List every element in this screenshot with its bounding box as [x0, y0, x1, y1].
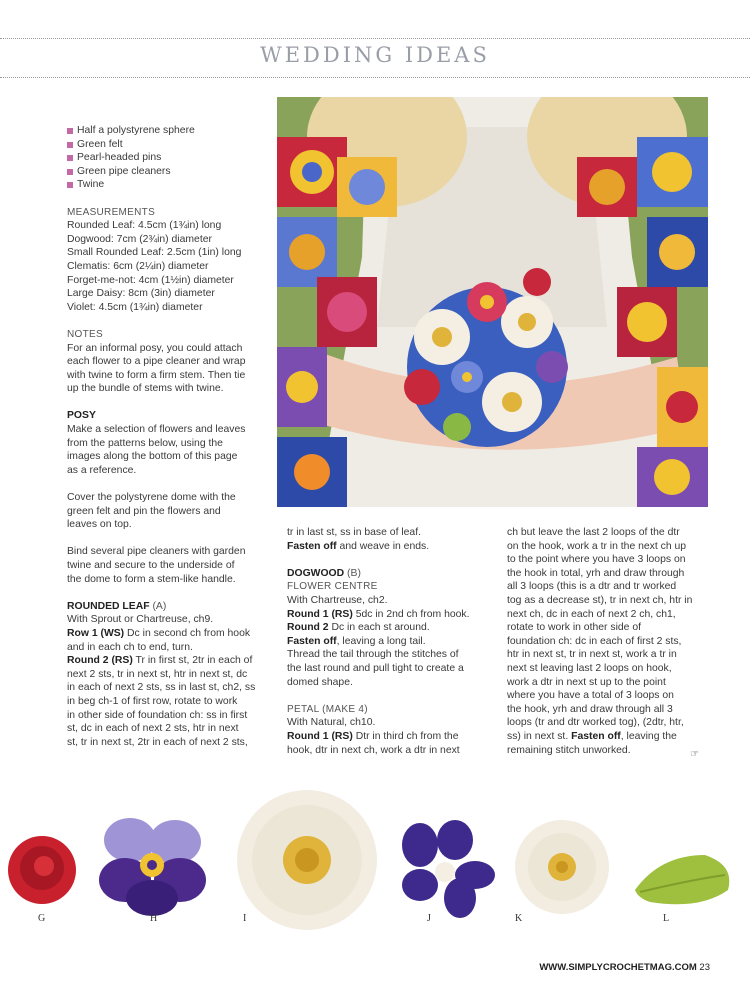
notes-line: For an informal posy, you could attach	[67, 342, 243, 354]
instruction-line: in other side of foundation ch: ss in first	[67, 709, 248, 721]
pansy-flower-h	[99, 818, 206, 916]
flower-label-g: G	[38, 913, 46, 924]
instruction-line: Thread the tail through the stitches of	[287, 649, 459, 661]
instruction-line: on the hook, work a tr in the next ch up	[507, 540, 687, 552]
measurement-line: Small Rounded Leaf: 2.5cm (1in) long	[67, 247, 242, 259]
posy-line: Bind several pipe cleaners with garden	[67, 546, 246, 558]
notes-line: up the bundle of stems with twine.	[67, 383, 224, 395]
header-top-rule	[0, 38, 750, 39]
instruction-line: tr in last st, ss in base of leaf.	[287, 527, 421, 538]
measurement-line: Violet: 4.5cm (1¾in) diameter	[67, 301, 203, 313]
rose-flower-g	[8, 836, 76, 904]
dogwood-tag: (B)	[347, 567, 361, 579]
instruction-line: st, dc in each of next 2 sts, htr in next	[67, 723, 239, 735]
instruction-line: to the point where you have 3 loops on	[507, 554, 686, 566]
flower-label-j: J	[427, 913, 431, 924]
photo-illustration	[277, 97, 708, 507]
posy-line: twine and secure to the underside of	[67, 560, 235, 571]
posy-heading: POSY	[67, 410, 96, 422]
daisy-flower-i	[237, 790, 377, 930]
page-number: 23	[699, 962, 710, 973]
flower-label-h: H	[150, 913, 158, 924]
fasten-off-label: Fasten off	[287, 540, 337, 552]
instruction-line: all 3 loops (this is a dtr and tr worked	[507, 581, 677, 593]
small-daisy-flower-k	[515, 820, 609, 914]
posy-line: from the patterns below, using the	[67, 437, 223, 449]
measurement-line: Rounded Leaf: 4.5cm (1¾in) long	[67, 220, 222, 232]
instruction-line: 5dc in 2nd ch from hook.	[352, 608, 470, 620]
rounded-leaf-heading: ROUNDED LEAF	[67, 600, 150, 612]
instruction-line: next ch, dc in each of next 2 ch, ch1,	[507, 608, 676, 620]
instruction-line: the hook in total, yrh and draw through	[507, 567, 685, 579]
instruction-line: next st leaving last 2 loops on hook,	[507, 662, 672, 674]
instruction-line: next 2 sts, tr in next st, htr in next st, dc	[67, 668, 248, 680]
posy-line: as a reference.	[67, 464, 137, 476]
instruction-line: work a dtr in next st up to the point	[507, 676, 666, 688]
instruction-line: domed shape.	[287, 676, 353, 688]
measurement-line: Large Daisy: 8cm (3in) diameter	[67, 288, 215, 300]
instruction-line: htr in next st, tr in next st, work a tr in	[507, 649, 677, 661]
instruction-line: remaining stitch unworked.	[507, 744, 631, 756]
materials-item: Half a polystyrene sphere	[67, 124, 267, 138]
instruction-line: and weave in ends.	[336, 540, 430, 552]
posy-line: Make a selection of flowers and leaves	[67, 424, 246, 436]
fasten-off-label: Fasten off	[287, 635, 337, 647]
instruction-line: Dc in second ch from hook	[124, 627, 251, 639]
instruction-line: and in each ch to end, turn.	[67, 641, 193, 653]
instruction-line: , leaving a long tail.	[336, 635, 426, 647]
materials-item: Twine	[67, 178, 267, 192]
continue-arrow-icon: ☞	[690, 749, 699, 760]
row-label: Round 2	[287, 622, 329, 634]
notes-line: with twine to form a firm stem. Then tie	[67, 369, 246, 381]
row-label: Row 1 (WS)	[67, 627, 125, 639]
fasten-off-label: Fasten off	[571, 730, 621, 742]
instruction-line: loops (tr and dtr worked tog), (2dtr, htr,	[507, 717, 684, 729]
dogwood-heading: DOGWOOD	[287, 567, 345, 579]
row-label: Round 1 (RS)	[287, 608, 353, 620]
posy-line: leaves on top.	[67, 519, 132, 531]
instruction-line: Dtr in third ch from the	[352, 730, 459, 742]
flower-strip	[0, 780, 750, 930]
instruction-line: st, tr in next st, 2tr in each of next 2 sts,	[67, 736, 248, 748]
instruction-line: hook, dtr in next ch, work a dtr in next	[287, 744, 460, 756]
materials-item: Green pipe cleaners	[67, 165, 267, 179]
column-2	[287, 526, 487, 757]
measurement-line: Clematis: 6cm (2¼in) diameter	[67, 260, 209, 272]
instruction-line: With Sprout or Chartreuse, ch9.	[67, 614, 214, 626]
instruction-line: tog as a decrease st), tr in next ch, htr in	[507, 594, 693, 606]
instruction-line: in beg ch-1 of first row, rotate to work	[67, 695, 238, 707]
instruction-line: Tr in first st, 2tr in each of	[132, 655, 253, 667]
petal-heading: PETAL (MAKE 4)	[287, 703, 368, 715]
posy-line: Cover the polystyrene dome with the	[67, 492, 236, 504]
instruction-line: foundation ch: dc in each of first 2 sts,	[507, 635, 682, 647]
page-title: WEDDING IDEAS	[260, 43, 490, 67]
posy-line: green felt and pin the flowers and	[67, 505, 221, 517]
instruction-line: With Natural, ch10.	[287, 717, 376, 729]
flower-centre-heading: FLOWER CENTRE	[287, 581, 378, 593]
posy-line: the dome to form a stem-like handle.	[67, 573, 236, 585]
instruction-line: With Chartreuse, ch2.	[287, 594, 388, 606]
violet-flower-j	[402, 820, 495, 918]
flower-label-l: L	[663, 913, 670, 924]
instruction-line: ss) in next st.	[507, 730, 572, 742]
row-label: Round 1 (RS)	[287, 730, 353, 742]
notes-line: each flower to a pipe cleaner and wrap	[67, 356, 246, 368]
flower-label-i: I	[243, 913, 247, 924]
materials-list	[67, 124, 267, 192]
rounded-leaf-tag: (A)	[152, 600, 167, 612]
posy-line: images along the bottom of this page	[67, 451, 238, 463]
measurement-line: Forget-me-not: 4cm (1½in) diameter	[67, 274, 234, 286]
measurement-line: Dogwood: 7cm (2¾in) diameter	[67, 233, 212, 245]
column-1	[67, 124, 267, 749]
row-label: Round 2 (RS)	[67, 655, 133, 667]
footer-url[interactable]: WWW.SIMPLYCROCHETMAG.COM	[539, 962, 697, 973]
measurements-heading: MEASUREMENTS	[67, 206, 156, 218]
instruction-line: where you have a total of 3 loops on	[507, 690, 674, 702]
leaf-l	[635, 855, 729, 904]
instruction-line: ch but leave the last 2 loops of the dtr	[507, 527, 680, 538]
instruction-line: , leaving the	[620, 730, 677, 742]
materials-item: Pearl-headed pins	[67, 151, 267, 165]
materials-item: Green felt	[67, 138, 267, 152]
header-bottom-rule	[0, 77, 750, 78]
instruction-line: the last round and pull tight to create a	[287, 662, 464, 674]
instruction-line: Dc in each st around.	[328, 622, 430, 634]
column-3	[507, 526, 712, 757]
page-footer	[0, 962, 710, 973]
instruction-line: rotate to work in other side of	[507, 622, 641, 634]
instruction-line: in each of next 2 sts, ss in last st, ch2, ss	[67, 682, 256, 694]
bride-bouquet-photo	[277, 97, 708, 507]
instruction-line: the hook, yrh and draw through all 3	[507, 703, 673, 715]
notes-heading: NOTES	[67, 328, 103, 340]
flower-label-k: K	[515, 913, 523, 924]
